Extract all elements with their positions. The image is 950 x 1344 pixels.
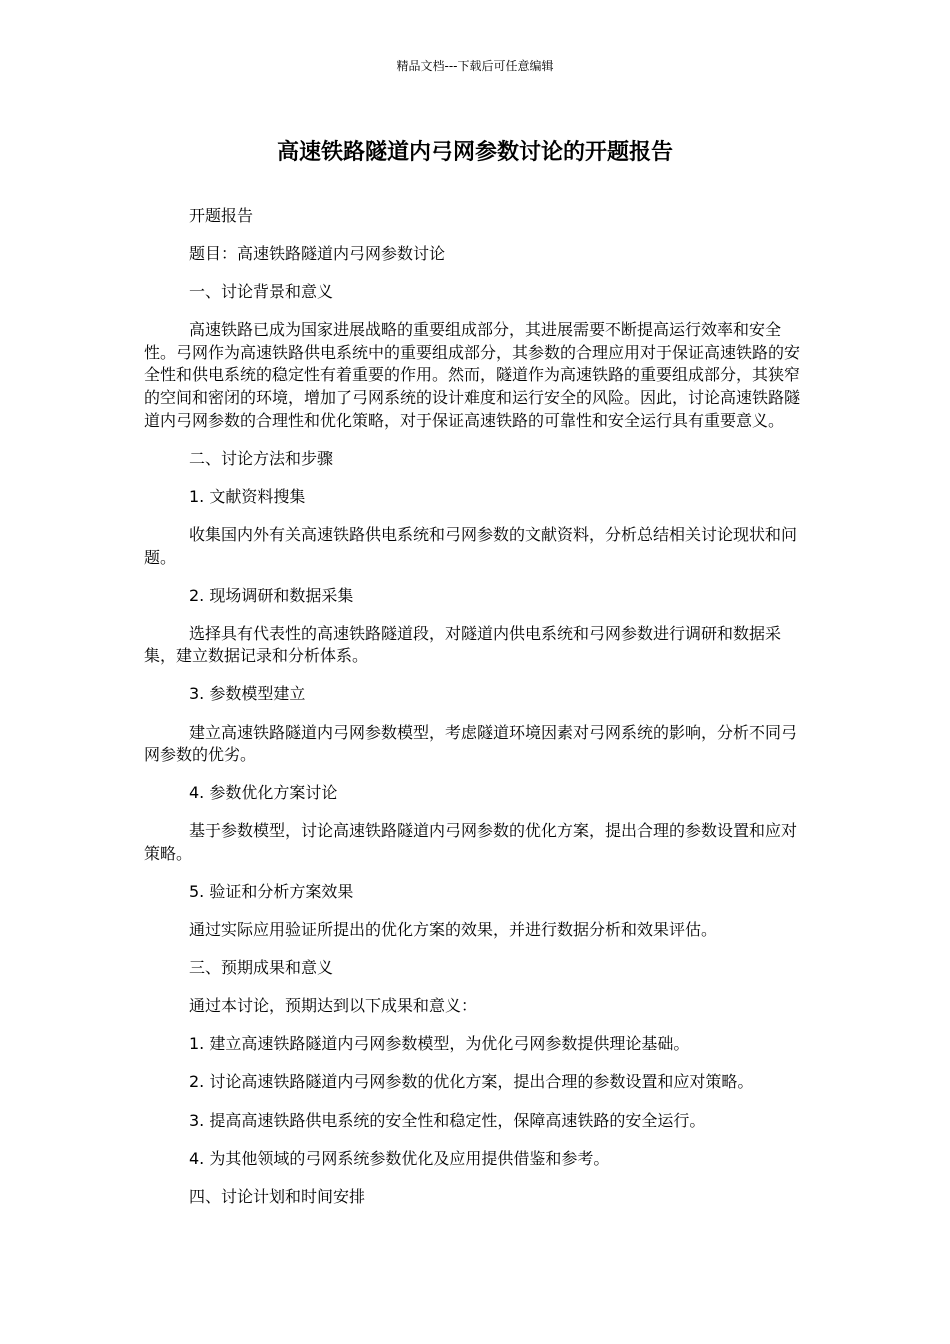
outcome-item-4: 4. 为其他领域的弓网系统参数优化及应用提供借鉴和参考。 [189, 1148, 610, 1168]
outcomes-intro: 通过本讨论，预期达到以下成果和意义： [189, 996, 478, 1016]
method-step-2-heading: 2. 现场调研和数据采集 [189, 585, 354, 605]
outcome-item-1: 1. 建立高速铁路隧道内弓网参数模型，为优化弓网参数提供理论基础。 [189, 1034, 690, 1054]
method-step-4-heading: 4. 参数优化方案讨论 [189, 783, 338, 803]
method-step-1-text: 收集国内外有关高速铁路供电系统和弓网参数的文献资料，分析总结相关讨论现状和问题。 [144, 524, 798, 567]
document-title: 高速铁路隧道内弓网参数讨论的开题报告 [276, 140, 673, 165]
section-heading-methods: 二、讨论方法和步骤 [189, 448, 334, 468]
topic-line: 题目：高速铁路隧道内弓网参数讨论 [189, 244, 446, 264]
method-step-5-text: 通过实际应用验证所提出的优化方案的效果，并进行数据分析和效果评估。 [189, 920, 718, 940]
page-header: 精品文档---下载后可任意编辑 [396, 59, 554, 73]
section-heading-background: 一、讨论背景和意义 [189, 282, 334, 302]
outcome-item-3: 3. 提高高速铁路供电系统的安全性和稳定性，保障高速铁路的安全运行。 [189, 1110, 706, 1130]
method-step-4-text: 基于参数模型，讨论高速铁路隧道内弓网参数的优化方案，提出合理的参数设置和应对策略。 [144, 821, 798, 863]
document-body [144, 205, 806, 1224]
method-step-5-heading: 5. 验证和分析方案效果 [189, 881, 354, 901]
outcome-item-2: 2. 讨论高速铁路隧道内弓网参数的优化方案，提出合理的参数设置和应对策略。 [189, 1072, 754, 1092]
section-heading-schedule: 四、讨论计划和时间安排 [189, 1186, 366, 1206]
method-step-3-text: 建立高速铁路隧道内弓网参数模型，考虑隧道环境因素对弓网系统的影响，分析不同弓网参数的优劣。 [144, 722, 798, 765]
report-label: 开题报告 [189, 206, 254, 225]
section-heading-outcomes: 三、预期成果和意义 [189, 958, 334, 978]
method-step-1-heading: 1. 文献资料搜集 [189, 486, 306, 506]
method-step-2-text: 选择具有代表性的高速铁路隧道段，对隧道内供电系统和弓网参数进行调研和数据采集，建立数据记录和分析体系。 [144, 623, 782, 666]
method-step-3-heading: 3. 参数模型建立 [189, 684, 306, 704]
background-paragraph: 高速铁路已成为国家进展战略的重要组成部分，其进展需要不断提高运行效率和安全性。弓网作为高速铁路供电系统中的重要组成部分，其参数的合理应用对于保证高速铁路的安全性和供电系统的稳定性有着重要的作用。然而，隧道作为高速铁路的重要组成部分，其狭窄的空间和密闭的环境，增加了弓网系统的设计难度和运行安全的风险。因此，讨论高速铁路隧道内弓网参数的合理性和优化策略，对于保证高速铁路的可靠性和安全运行具有重要意义。 [144, 320, 801, 430]
